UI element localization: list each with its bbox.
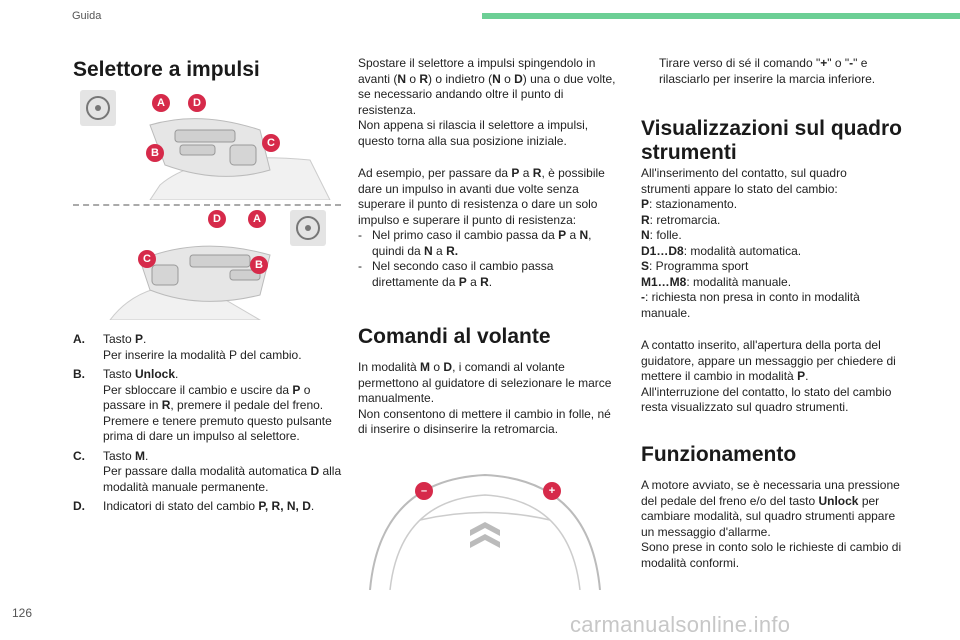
middle-paragraph-2: Ad esempio, per passare da P a R, è possibile dare un impulso in avanti due volte senza superare il punto di resistenza o dare un solo impulso e superare il punto di resistenza: - Nel primo caso il cambio passa da P a N, quindi da N a R. - Nel secondo caso il cambio passa direttamente da P a R. [358,166,618,290]
state-row-dash: -: richiesta non presa in conto in modalità manuale. [641,290,860,320]
gear-selector-drawing-top [80,90,340,200]
title-instrument-panel: Visualizzazioni sul quadro strumenti [641,117,902,164]
state-row-p: P: stazionamento. [641,197,738,211]
badge-a: A [152,94,170,112]
badge-c-2: C [138,250,156,268]
legend-item-a: A. Tasto P. Per inserire la modalità P del cambio. [73,332,302,362]
section-label: Guida [72,10,102,22]
page-number: 126 [12,606,33,620]
steering-wheel-drawing [360,460,610,590]
title-impulse-selector: Selettore a impulsi [73,58,260,81]
middle-paragraph-3: In modalità M o D, i comandi al volante permettono al guidatore di selezionare le marce manualmente. Non consentono di mettere il cambio in folle, né di inserire o disinserire la retromarcia. [358,360,612,436]
badge-b-2: B [250,256,268,274]
badge-a-2: A [248,210,266,228]
dash-item-1: - Nel primo caso il cambio passa da P a N, quindi da N a R. [358,228,592,258]
dash-item-2: - Nel secondo caso il cambio passa direttamente da P a R. [358,259,554,289]
right-paragraph-2: All'inserimento del contatto, sul quadro strumenti appare lo stato del cambio: P: stazionamento. R: retromarcia. N: folle. D1…D8: modalità automatica. S: Programma sport M1…M8: modalità manuale. -: richiesta non presa in conto in modalità manuale. [641,166,896,321]
title-operation: Funzionamento [641,443,797,466]
state-row-d: D1…D8: modalità automatica. [641,243,802,258]
right-paragraph-1: Tirare verso di sé il comando "+" o "-" e rilasciarlo per inserire la marcia inferiore. [641,56,896,87]
right-paragraph-4: A motore avviato, se è necessaria una pressione del pedale del freno e/o del tasto Unlock per cambiare modalità, sul quadro strumenti appare un messaggio d'allarme. Sono prese in conto solo le richieste di cambio di modalità conformi. [641,478,902,570]
steering-wheel-icon [80,90,116,126]
badge-d-2: D [208,210,226,228]
state-row-n: N: folle. [641,228,682,242]
badge-b: B [146,144,164,162]
header-rule [482,13,960,19]
state-row-s: S: Programma sport [641,259,749,273]
minus-paddle-icon: – [415,482,433,500]
middle-paragraph-1: Spostare il selettore a impulsi spingendolo in avanti (N o R) o indietro (N o D) una o due volte, se necessario andando oltre il punto di resistenza. Non appena si rilascia il selettore a impulsi, questo torna alla sua posizione iniziale. [358,56,616,148]
legend-item-b: B. Tasto Unlock. Per sbloccare il cambio e uscire da P o passare in R, premere il pedale del freno. Premere e tenere premuto questo pulsante prima di dare un impulso al selettore. [73,367,332,443]
badge-c: C [262,134,280,152]
plus-paddle-icon: + [543,482,561,500]
state-row-m: M1…M8: modalità manuale. [641,274,792,289]
badge-d: D [188,94,206,112]
state-row-r: R: retromarcia. [641,212,721,227]
dashed-divider [73,204,341,206]
legend-item-d: D. Indicatori di stato del cambio P, R, N, D. [73,499,315,513]
arrow-bullet-icon [641,56,659,87]
legend-item-c: C. Tasto M. Per passare dalla modalità automatica D alla modalità manuale permanente. [73,448,342,494]
gear-selector-illustration-bottom [80,210,340,320]
title-steering-controls: Comandi al volante [358,325,551,348]
legend-list [73,332,345,519]
steering-wheel-icon-2 [290,210,326,246]
watermark: carmanualsonline.info [570,612,791,637]
gear-selector-illustration-top [80,90,340,200]
steering-wheel-illustration [360,460,610,590]
right-paragraph-3: A contatto inserito, all'apertura della porta del guidatore, appare un messaggio per chiedere di mettere il cambio in modalità P. All'interruzione del contatto, lo stato del cambio resta visualizzato sul quadro strumenti. [641,338,896,414]
